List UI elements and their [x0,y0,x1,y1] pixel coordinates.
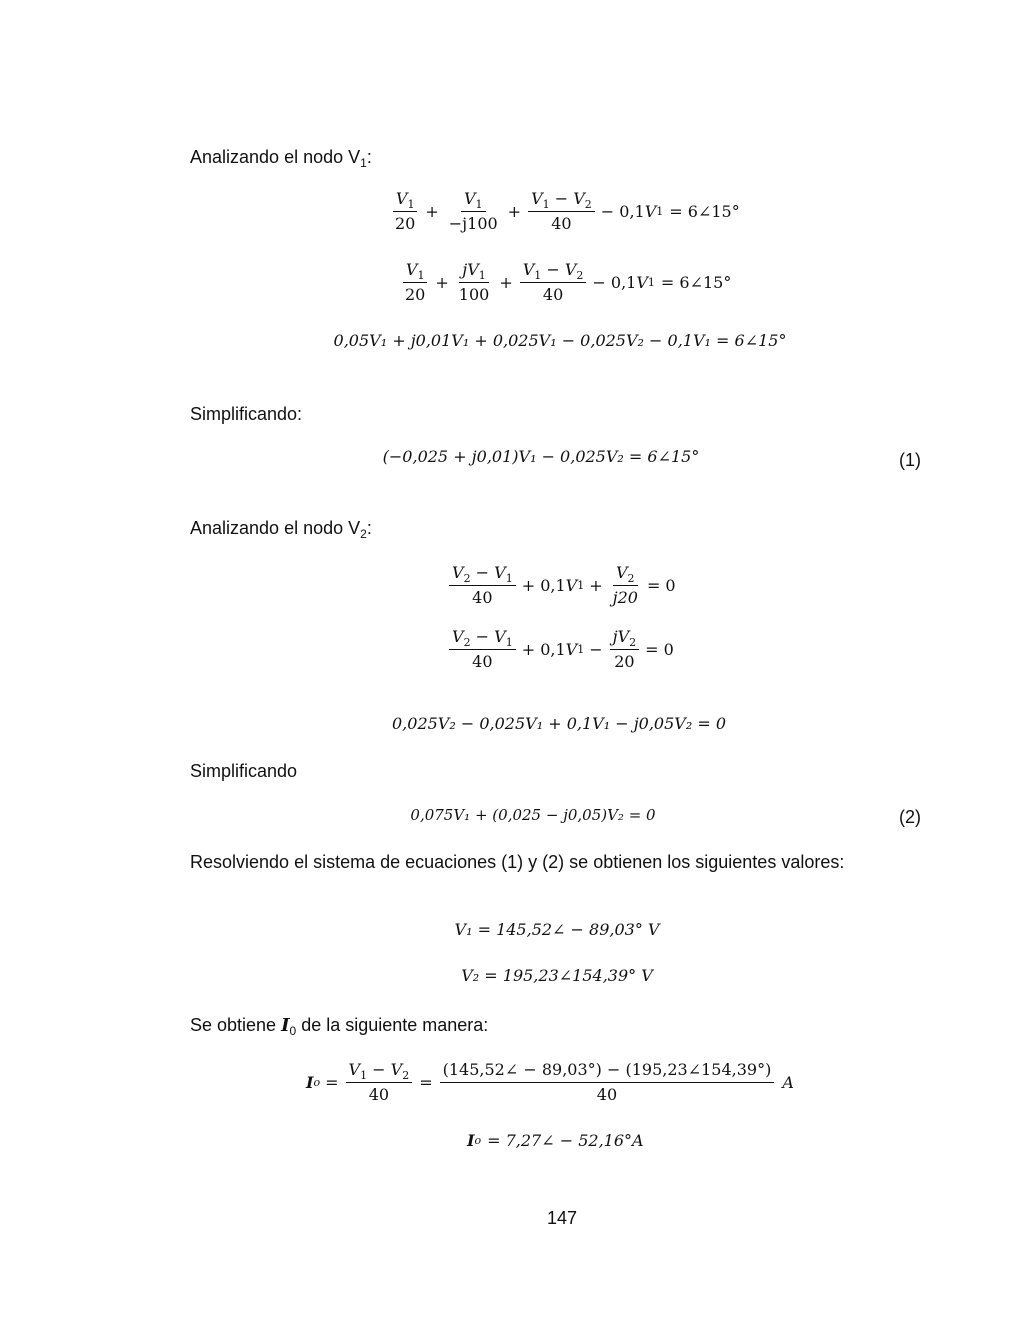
sub: 2 [463,572,471,585]
fraction: $\frac{V_1 - V_2}{40}$ [520,260,587,305]
unit: A [782,1073,794,1092]
sub: 2 [627,572,635,585]
sub: 1 [407,198,415,211]
fraction [402,260,428,305]
term: + 0,1 [521,576,566,595]
heading-node-v2-sub: 2 [360,527,367,541]
denominator: 40 [596,1085,618,1104]
io-lhs: I [467,1131,475,1150]
io-subscript: 0 [289,1024,297,1038]
heading-node-v1-sub: 1 [360,156,367,170]
sub: 1 [505,636,513,649]
heading-simplify-1: Simplificando: [190,404,303,424]
denominator: 40 [472,652,493,671]
fraction: $\frac{V_1 - V_2}{40}$ [528,189,595,234]
fraction [456,260,493,305]
term: − 0,1 [600,202,645,221]
obtain-suffix: de la siguiente manera: [296,1015,489,1035]
heading-node-v1 [190,146,372,168]
obtain-prefix: Se obtiene [190,1015,282,1035]
equation-node-v2-expanded: 0,025V₂ − 0,025V₁ + 0,1V₁ − j0,05V₂ = 0 [391,714,727,733]
fraction [610,563,641,608]
var: V [573,189,585,208]
var: V [452,563,464,582]
fraction [440,1060,775,1105]
term: − 0,1 [592,273,637,292]
paragraph-obtain-io [190,1014,488,1037]
denominator: −j100 [448,214,498,233]
operator: + [589,576,603,595]
sub: 2 [402,1069,410,1082]
sub: 1 [417,269,425,282]
var: V [565,640,578,659]
io-symbol: I [281,1015,290,1036]
var: jV [462,260,479,279]
sub: 2 [629,636,637,649]
denominator: 20 [395,214,416,233]
rhs: = 0 [646,576,676,595]
fraction: $\frac{V_2 - V_1}{40}$ [449,627,516,672]
fraction: $\frac{V_1 - V_2}{40}$ [346,1060,413,1105]
denominator: 40 [472,588,493,607]
io-lhs: I [306,1073,314,1092]
equation-node-v2-b: $\frac{V_2 - V_1}{40}$ + 0,1 V 1 − $\frac{jV_2}{20}$ = 0 [447,627,674,672]
var: V [531,189,543,208]
var: V [395,189,408,208]
sub: 1 [534,269,542,282]
denominator: 40 [551,214,572,233]
sub: 2 [584,198,592,211]
heading-node-v2-colon: : [366,518,372,538]
result-v2: V₂ = 195,23∠154,39° V [461,966,653,985]
rhs: = 0 [645,640,674,659]
fraction [610,627,640,672]
equation-2: 0,075V₁ + (0,025 − j0,05)V₂ = 0 [410,806,656,824]
fraction [446,189,501,234]
var: V [494,627,506,646]
rhs: = 6∠15° [660,273,732,292]
var: V [463,189,476,208]
rhs: = 6∠15° [669,202,740,221]
var: V [405,260,418,279]
sub: 2 [463,636,471,649]
equation-number-2: (2) [899,807,921,827]
result-io: I o = 7,27∠ − 52,16°A [467,1131,644,1150]
var: jV [612,627,630,646]
operator: − [589,640,603,659]
equation-io: I o = $\frac{V_1 - V_2}{40}$ = $\frac{(145,52\angle - 89,03^\circ) - (195,23\angle 154,39^\circ)}{40}$ A [306,1060,794,1104]
sub: 2 [576,269,584,282]
denominator: j20 [612,588,638,607]
numerator: (145,52∠ − 89,03°) − (195,23∠154,39°) [440,1060,775,1083]
heading-node-v2 [190,517,372,539]
denominator: 20 [405,285,426,304]
var: V [615,563,628,582]
fraction: $\frac{V_2 - V_1}{40}$ [449,563,516,608]
var: V [644,202,657,221]
var: V [522,260,535,279]
equation-node-v1-a: $\frac{V_1}{20}$ + $\frac{V_1}{-j100}$ + $\frac{V_1 - V_2}{40}$ − 0,1 V 1 = 6∠15° [390,189,740,234]
heading-node-v2-text: Analizando el nodo V [190,518,361,538]
heading-simplify-2: Simplificando [190,761,298,781]
paragraph-resolve: Resolviendo el sistema de ecuaciones (1) y (2) se obtienen los siguientes valores: [190,852,845,872]
fraction [392,189,418,234]
sub: 1 [475,198,483,211]
var: V [494,563,506,582]
heading-node-v1-text: Analizando el nodo V [190,147,361,167]
sub: 1 [542,198,550,211]
equation-node-v2-a: $\frac{V_2 - V_1}{40}$ + 0,1 V 1 + $\frac{V_2}{j20}$ = 0 [447,563,676,608]
sub: 1 [478,269,486,282]
var: V [348,1060,361,1079]
term: + 0,1 [521,640,566,659]
equation-node-v1-b: $\frac{V_1}{20}$ + $\frac{jV_1}{100}$ + $\frac{V_1 - V_2}{40}$ − 0,1 V 1 = 6∠15° [400,260,731,305]
heading-node-v1-colon: : [366,147,372,167]
result-v1: V₁ = 145,52∠ − 89,03° V [454,920,660,939]
var: V [452,627,464,646]
denominator: 100 [458,285,490,304]
var: V [564,260,577,279]
var: V [636,273,648,292]
var: V [565,576,578,595]
page-number: 147 [546,1208,578,1228]
equation-node-v1-expanded: 0,05V₁ + j0,01V₁ + 0,025V₁ − 0,025V₂ − 0,1V₁ = 6∠15° [333,331,787,350]
equation-number-1: (1) [899,450,921,470]
denominator: 40 [542,285,564,304]
sub: 1 [505,572,513,585]
sub: 1 [360,1069,368,1082]
denominator: 40 [368,1085,390,1104]
equation-1: (−0,025 + j0,01)V₁ − 0,025V₂ = 6∠15° [382,447,700,466]
var: V [390,1060,403,1079]
denominator: 20 [614,652,635,671]
io-value: = 7,27∠ − 52,16°A [487,1131,644,1150]
